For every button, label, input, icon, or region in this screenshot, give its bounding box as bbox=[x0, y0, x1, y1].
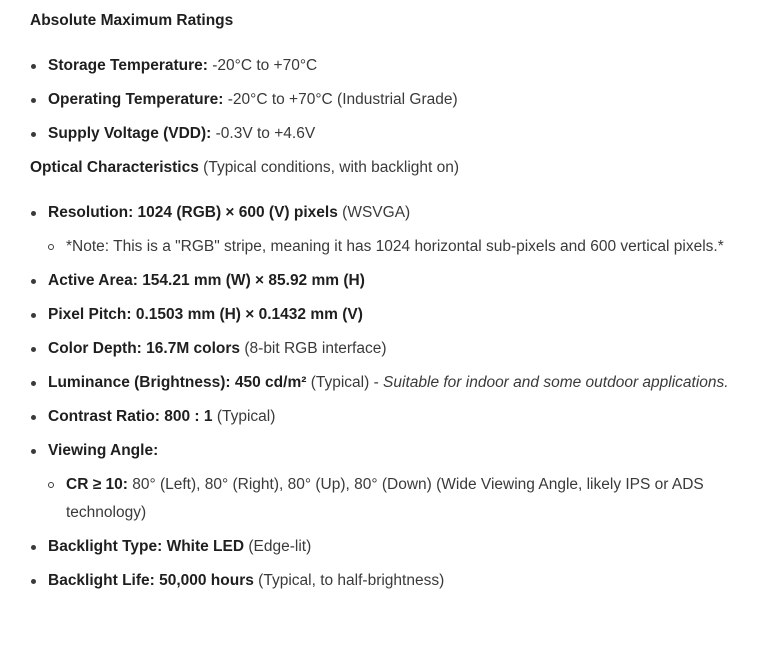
viewing-angle-label: Viewing Angle: bbox=[48, 442, 159, 459]
luminance-value: (Typical) - bbox=[306, 374, 384, 391]
sub-list-item bbox=[30, 471, 762, 527]
color-depth-value: (8-bit RGB interface) bbox=[240, 340, 387, 357]
list-item bbox=[30, 533, 762, 561]
optical-heading-note: (Typical conditions, with backlight on) bbox=[198, 159, 460, 176]
list-item bbox=[30, 437, 762, 465]
list-item bbox=[30, 52, 762, 80]
resolution-value: (WSVGA) bbox=[337, 204, 411, 221]
list-item bbox=[30, 369, 762, 397]
list-item bbox=[30, 120, 762, 148]
storage-temp-value: -20°C to +70°C bbox=[207, 57, 318, 74]
list-item bbox=[30, 86, 762, 114]
pixel-pitch-label: Pixel Pitch: 0.1503 mm (H) × 0.1432 mm (V) bbox=[48, 306, 363, 323]
active-area-label: Active Area: 154.21 mm (W) × 85.92 mm (H) bbox=[48, 272, 365, 289]
list-item bbox=[30, 335, 762, 363]
sub-list-item bbox=[30, 233, 762, 261]
operating-temp-label: Operating Temperature: bbox=[48, 91, 224, 108]
color-depth-label: Color Depth: 16.7M colors bbox=[48, 340, 241, 357]
optical-list bbox=[30, 199, 762, 595]
supply-voltage-value: -0.3V to +4.6V bbox=[211, 125, 316, 142]
contrast-label: Contrast Ratio: 800 : 1 bbox=[48, 408, 213, 425]
storage-temp-label: Storage Temperature: bbox=[48, 57, 208, 74]
supply-voltage-label: Supply Voltage (VDD): bbox=[48, 125, 212, 142]
list-item bbox=[30, 267, 762, 295]
backlight-life-value: (Typical, to half-brightness) bbox=[253, 572, 445, 589]
luminance-label: Luminance (Brightness): 450 cd/m² bbox=[48, 374, 307, 391]
list-item bbox=[30, 567, 762, 595]
list-item bbox=[30, 403, 762, 431]
absolute-max-list bbox=[30, 52, 762, 148]
backlight-type-value: (Edge-lit) bbox=[244, 538, 312, 555]
luminance-italic-note: Suitable for indoor and some outdoor applications. bbox=[383, 374, 729, 391]
resolution-label: Resolution: 1024 (RGB) × 600 (V) pixels bbox=[48, 204, 338, 221]
operating-temp-value: -20°C to +70°C (Industrial Grade) bbox=[223, 91, 458, 108]
contrast-value: (Typical) bbox=[212, 408, 276, 425]
list-item bbox=[30, 199, 762, 227]
backlight-life-label: Backlight Life: 50,000 hours bbox=[48, 572, 254, 589]
viewing-angle-cr-label: CR ≥ 10: bbox=[66, 476, 128, 493]
viewing-angle-cr-value: 80° (Left), 80° (Right), 80° (Up), 80° (Down) (Wide Viewing Angle, likely IPS or ADS technology) bbox=[66, 476, 704, 521]
optical-heading bbox=[30, 154, 762, 182]
optical-heading-text: Optical Characteristics bbox=[30, 159, 199, 176]
resolution-note: *Note: This is a "RGB" stripe, meaning it has 1024 horizontal sub-pixels and 600 vertical pixels.* bbox=[66, 238, 724, 255]
list-item bbox=[30, 301, 762, 329]
backlight-type-label: Backlight Type: White LED bbox=[48, 538, 245, 555]
absolute-max-heading: Absolute Maximum Ratings bbox=[30, 12, 234, 29]
